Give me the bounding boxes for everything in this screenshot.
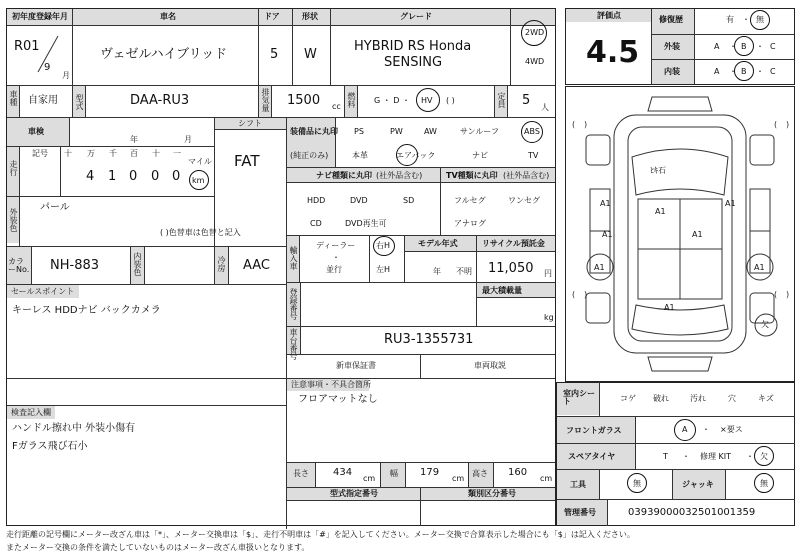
digit-header-0: 十 [64, 149, 72, 158]
int-a: A [714, 67, 720, 76]
category-value: 自家用 [28, 95, 58, 106]
length-cm: cm [363, 474, 376, 483]
navi-sd: SD [403, 196, 415, 205]
tv-fullseg: フルセグ [454, 196, 486, 205]
mgmt-label: 管理番号 [564, 508, 596, 517]
plate-label: 登録番号 [289, 288, 298, 320]
first-reg-label: 初年度登録年月 [12, 12, 68, 21]
recycle-label: リサイクル預託金 [482, 239, 545, 248]
equipment-sub: (純正のみ) [290, 151, 329, 160]
windshield-x: ×要ス [720, 425, 743, 434]
repair-yes: 有 [726, 15, 734, 24]
equip-ps: PS [354, 127, 364, 136]
navi-sub: (社外品含む) [376, 171, 423, 180]
equip-airbag: エアバック [396, 151, 436, 160]
mgmt-number: 03939000032501001359 [628, 507, 756, 518]
spare-kit: 修理 KIT [700, 452, 732, 461]
int-dot2: ・ [756, 67, 764, 76]
max-load-label: 最大積載量 [482, 286, 522, 295]
svg-text:(: ( [774, 290, 778, 299]
windshield-a: A [682, 425, 688, 434]
exterior-label: 外装色 [9, 208, 18, 232]
damage-mark-4: A1 [692, 230, 703, 239]
digit-header-2: 千 [109, 149, 117, 158]
damage-mark-2: A1 [594, 263, 605, 272]
steering-right: 右H [376, 241, 391, 250]
inspection-year: 年 [130, 135, 138, 144]
svg-text:(: ( [572, 290, 576, 299]
mileage-digit-3: 0 [129, 169, 138, 184]
drive-4wd: 4WD [525, 57, 545, 66]
model-value: DAA-RU3 [130, 93, 190, 108]
capacity-value: 5 [522, 93, 531, 108]
import-dealer: ディーラー [316, 241, 356, 250]
displacement-label: 排気量 [261, 88, 270, 112]
mileage-digit-2: 1 [108, 169, 117, 184]
ext-b: B [741, 42, 747, 51]
drive-2wd: 2WD [525, 28, 545, 37]
exterior-color: パール [40, 202, 70, 213]
inspection-month: 月 [184, 135, 192, 144]
navi-dvd: DVD [350, 196, 368, 205]
ac-value: AAC [243, 258, 270, 273]
spare-sep: ・ [746, 452, 754, 461]
width-label: 幅 [390, 469, 398, 478]
seat-tear: 破れ [653, 394, 669, 403]
warranty-label: 新車保証書 [336, 361, 376, 370]
spare-missing: 欠 [760, 452, 768, 461]
equipment-label: 装備品に丸印 [290, 127, 338, 136]
km-label: km [192, 176, 205, 185]
model-year-label: モデル年式 [418, 239, 458, 248]
windshield-sep: ・ [702, 425, 710, 434]
grade-line1: HYBRID RS Honda [354, 39, 472, 54]
height-cm: cm [540, 474, 553, 483]
header-row [7, 9, 555, 25]
grade-line2: SENSING [384, 55, 443, 70]
damage-hikiishi: ﾋｷ石 [650, 166, 666, 175]
repair-label: 修復歴 [659, 15, 683, 24]
color-no-value: NH-883 [50, 258, 100, 273]
mileage-digit-4: 0 [151, 169, 160, 184]
spare-t: T [663, 452, 668, 461]
jack-value: 無 [760, 479, 768, 488]
int-dot1: ・ [729, 67, 737, 76]
inspector-label: 検査記入欄 [11, 408, 51, 417]
exterior-color-note: ( )色替車は色替と記入 [160, 228, 241, 237]
ext-dot2: ・ [756, 42, 764, 51]
width-cm: cm [452, 474, 465, 483]
interior-color-label: 内装色 [133, 252, 142, 276]
shape-label: 形状 [302, 12, 318, 21]
sales-label: セールスポイント [11, 287, 75, 296]
equip-tv: TV [528, 151, 539, 160]
digit-header-4: 十 [152, 149, 160, 158]
int-label: 内装 [664, 67, 680, 76]
notes-text: フロアマットなし [298, 394, 378, 405]
type-number-label: 型式指定番号 [330, 489, 378, 498]
shift-label: シフト [238, 119, 262, 128]
ext-a: A [714, 42, 720, 51]
height-value: 160 [508, 467, 528, 478]
equip-pw: PW [390, 127, 403, 136]
seat-label: 室内シート [563, 389, 595, 406]
tv-sub: (社外品含む) [503, 171, 550, 180]
spare-label: スペアタイヤ [568, 452, 616, 461]
navi-hdd: HDD [307, 196, 326, 205]
svg-text:): ) [584, 120, 588, 129]
chassis-label: 車台番号 [289, 328, 298, 360]
body-shape: W [304, 47, 317, 62]
car-diagram [566, 87, 794, 381]
reg-month: 9 [44, 62, 51, 73]
equip-navi: ナビ [472, 151, 488, 160]
year-unknown: 不明 [456, 267, 472, 276]
mileage-digit-1: 4 [86, 169, 95, 184]
seat-scratch: キズ [758, 394, 774, 403]
door-label: ドア [264, 12, 280, 21]
damage-mark-6: A1 [664, 303, 675, 312]
kg-unit: kg [544, 313, 554, 322]
ac-label: 冷房 [217, 256, 226, 272]
length-label: 長さ [293, 469, 309, 478]
damage-mark-1: A1 [725, 199, 736, 208]
color-no-label: カラーNo. [8, 257, 30, 274]
width-value: 179 [420, 467, 440, 478]
import-parallel: 並行 [326, 265, 342, 274]
equip-abs: ABS [524, 127, 540, 136]
mile-label: マイル [188, 157, 212, 166]
fuel-label: 燃料 [347, 92, 356, 108]
navi-dvd-play: DVD再生可 [345, 219, 387, 228]
svg-text:): ) [584, 290, 588, 299]
year-unit: 年 [433, 267, 441, 276]
equip-leather: 本革 [352, 151, 368, 160]
door-count: 5 [270, 47, 279, 62]
import-dot: ・ [332, 253, 340, 262]
steering-left: 左H [376, 265, 391, 274]
fuel-options: G ・ D ・ [374, 96, 410, 105]
reg-era: R01 [14, 39, 40, 54]
equip-aw: AW [424, 127, 437, 136]
height-label: 高さ [472, 469, 488, 478]
ext-c: C [770, 42, 776, 51]
reg-month-unit: 月 [62, 71, 70, 80]
navi-label: ナビ種類に丸印 [316, 171, 372, 180]
yen-unit: 円 [544, 269, 552, 278]
digit-header-5: 一 [173, 149, 181, 158]
fuel-paren: ( ) [446, 96, 455, 105]
ext-dot1: ・ [729, 42, 737, 51]
car-name: ヴェゼルハイブリッド [100, 47, 228, 62]
digit-header-3: 百 [130, 149, 138, 158]
windshield-label: フロントガラス [566, 426, 622, 435]
score-value: 4.5 [586, 35, 640, 70]
reg-slash [34, 34, 60, 74]
damage-kake: 欠 [761, 320, 769, 329]
digit-header-1: 万 [87, 149, 95, 158]
shift-value: FAT [234, 152, 260, 170]
seat-stain: 汚れ [690, 394, 706, 403]
car-name-label: 車名 [160, 12, 176, 21]
svg-text:(: ( [774, 120, 778, 129]
notes-label: 注意事項・不具合箇所 [291, 380, 371, 389]
jack-label: ジャッキ [682, 480, 714, 489]
model-label: 型式 [75, 94, 84, 110]
repair-dot: ・ [742, 15, 750, 24]
repair-none: 無 [756, 15, 764, 24]
damage-mark-8: A1 [600, 199, 611, 208]
recycle-amount: 11,050 [488, 261, 534, 276]
ext-label: 外装 [664, 42, 680, 51]
cc-unit: cc [332, 102, 341, 111]
svg-text:): ) [786, 120, 790, 129]
length-value: 434 [333, 467, 353, 478]
damage-mark-5: A1 [602, 230, 613, 239]
category-label: 車種 [9, 90, 18, 106]
fuel-selected: HV [421, 96, 433, 105]
svg-text:): ) [786, 290, 790, 299]
capacity-unit: 人 [541, 103, 549, 112]
inspector-line1: ハンドル擦れ中 外装小傷有 [12, 423, 136, 434]
mileage-digit-5: 0 [172, 169, 181, 184]
chassis-value: RU3-1355731 [384, 332, 474, 347]
int-c: C [770, 67, 776, 76]
mileage-sub-label: 記号 [32, 149, 48, 158]
sales-text: キーレス HDDナビ バックカメラ [12, 305, 161, 316]
damage-mark-3: A1 [754, 263, 765, 272]
import-label: 輸入車 [289, 246, 298, 270]
footer-line2: またメーター交換の条件を満たしていないものはメーター改ざん車扱いとなります。 [6, 543, 310, 552]
grade-label: グレード [400, 12, 432, 21]
spare-dot: ・ [682, 452, 690, 461]
tv-label: TV種類に丸印 [446, 171, 498, 180]
seat-burn: コゲ [620, 394, 636, 403]
displacement-value: 1500 [287, 93, 321, 108]
damage-mark-7: A1 [655, 207, 666, 216]
tv-oneseg: ワンセグ [508, 196, 540, 205]
int-b: B [741, 67, 747, 76]
equip-sunroof: サンルーフ [460, 127, 499, 136]
tools-label: 工具 [570, 480, 586, 489]
footer-line1: 走行距離の記号欄にメーター改ざん車は「*」、メーター交換車は「$」、走行不明車は「#」を記入してください。メーター交換で合算表示した場合にも「$」は記入ください。 [6, 530, 635, 539]
class-number-label: 類別区分番号 [468, 489, 516, 498]
inspector-line2: Fガラス飛び石小 [12, 441, 88, 452]
manual-label: 車両取説 [474, 361, 506, 370]
score-label: 評価点 [597, 11, 621, 20]
tv-analog: アナログ [454, 219, 486, 228]
navi-cd: CD [310, 219, 322, 228]
seat-hole: 穴 [728, 394, 736, 403]
mileage-label: 走行 [9, 160, 18, 176]
inspection-label: 車検 [28, 127, 44, 136]
tools-value: 無 [633, 479, 641, 488]
capacity-label: 定員 [497, 92, 506, 108]
svg-text:(: ( [572, 120, 576, 129]
